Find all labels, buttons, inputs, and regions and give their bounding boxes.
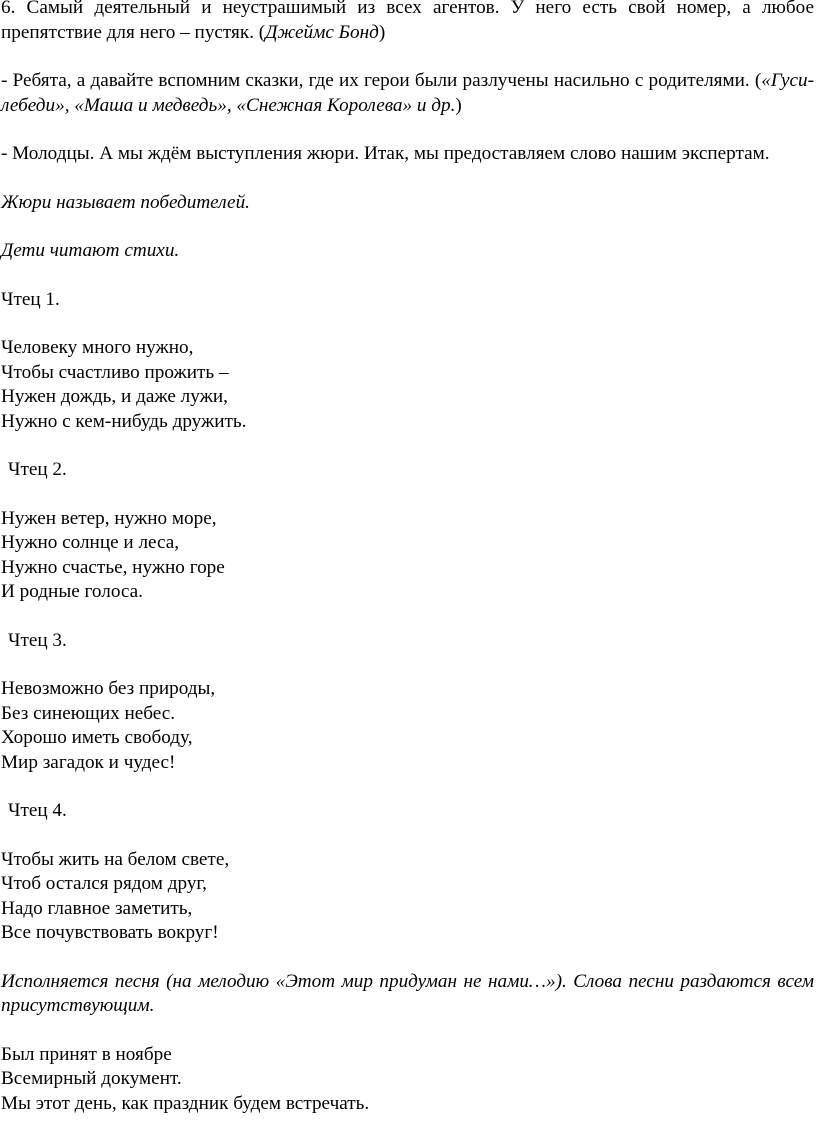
poem-stanza — [1, 848, 814, 946]
poem-line: Мир загадок и чудес! — [1, 751, 176, 773]
poem-line: Невозможно без природы, — [1, 678, 216, 699]
riddle-answer: Джеймс Бонд — [265, 21, 379, 43]
poem-stanza — [1, 507, 814, 605]
reader-label: Чтец 2. — [8, 459, 67, 480]
poem-line: Нужно солнце и леса, — [1, 532, 180, 553]
fairy-tales-paragraph — [1, 69, 814, 118]
poem-line: Нужен ветер, нужно море, — [1, 507, 217, 529]
reader-label: Чтец 3. — [8, 629, 67, 651]
fairy-tales-close: ) — [455, 94, 462, 116]
poem-line: Нужен дождь, и даже лужи, — [1, 386, 228, 407]
stage-direction-jury: Жюри называет победителей. — [1, 191, 250, 213]
fairy-tales-text: - Ребята, а давайте вспомним сказки, где их герои были разлучены насильно с родителями. ( — [1, 70, 762, 91]
poem-line: Чтобы жить на белом свете, — [1, 848, 230, 870]
fairy-tales-answer: «Гуси-лебеди», «Маша и медведь», «Снежная Королева» и др. — [1, 70, 814, 116]
poem-line: Нужно с кем-нибудь дружить. — [1, 410, 247, 432]
poem-line: Все почувствовать вокруг! — [1, 922, 219, 943]
riddle-text: 6. Самый деятельный и неустрашимый из всех агентов. У него есть свой номер, а любое препятствие для него – пустяк. ( — [1, 0, 814, 43]
reader-label: Чтец 4. — [8, 800, 67, 821]
reader-label: Чтец 1. — [1, 288, 60, 310]
poem-line: Чтоб остался рядом друг, — [1, 873, 207, 894]
poem-stanza — [1, 677, 814, 775]
poem-stanza — [1, 336, 814, 434]
song-lyrics — [1, 1043, 814, 1117]
poem-line: Человеку много нужно, — [1, 337, 194, 358]
song-line: Мы этот день, как праздник будем встречать. — [1, 1092, 370, 1114]
song-line: Всемирный документ. — [1, 1068, 182, 1089]
poem-line: Нужно счастье, нужно горе — [1, 556, 225, 578]
poem-line: Без синеющих небес. — [1, 702, 176, 724]
stage-direction-poems: Дети читают стихи. — [1, 240, 180, 261]
poem-line: Хорошо иметь свободу, — [1, 727, 193, 748]
song-stage-direction: Исполняется песня (на мелодию «Этот мир придуман не нами…»). Слова песни раздаются всем присутствующим. — [1, 970, 814, 1016]
song-line: Был принят в ноябре — [1, 1043, 172, 1065]
riddle-paragraph — [1, 0, 814, 45]
poem-line: И родные голоса. — [1, 581, 143, 602]
jury-intro-paragraph: - Молодцы. А мы ждём выступления жюри. Итак, мы предоставляем слово нашим экспертам. — [1, 143, 770, 164]
riddle-close: ) — [378, 21, 386, 43]
poem-line: Чтобы счастливо прожить – — [1, 361, 229, 383]
poem-line: Надо главное заметить, — [1, 897, 193, 919]
